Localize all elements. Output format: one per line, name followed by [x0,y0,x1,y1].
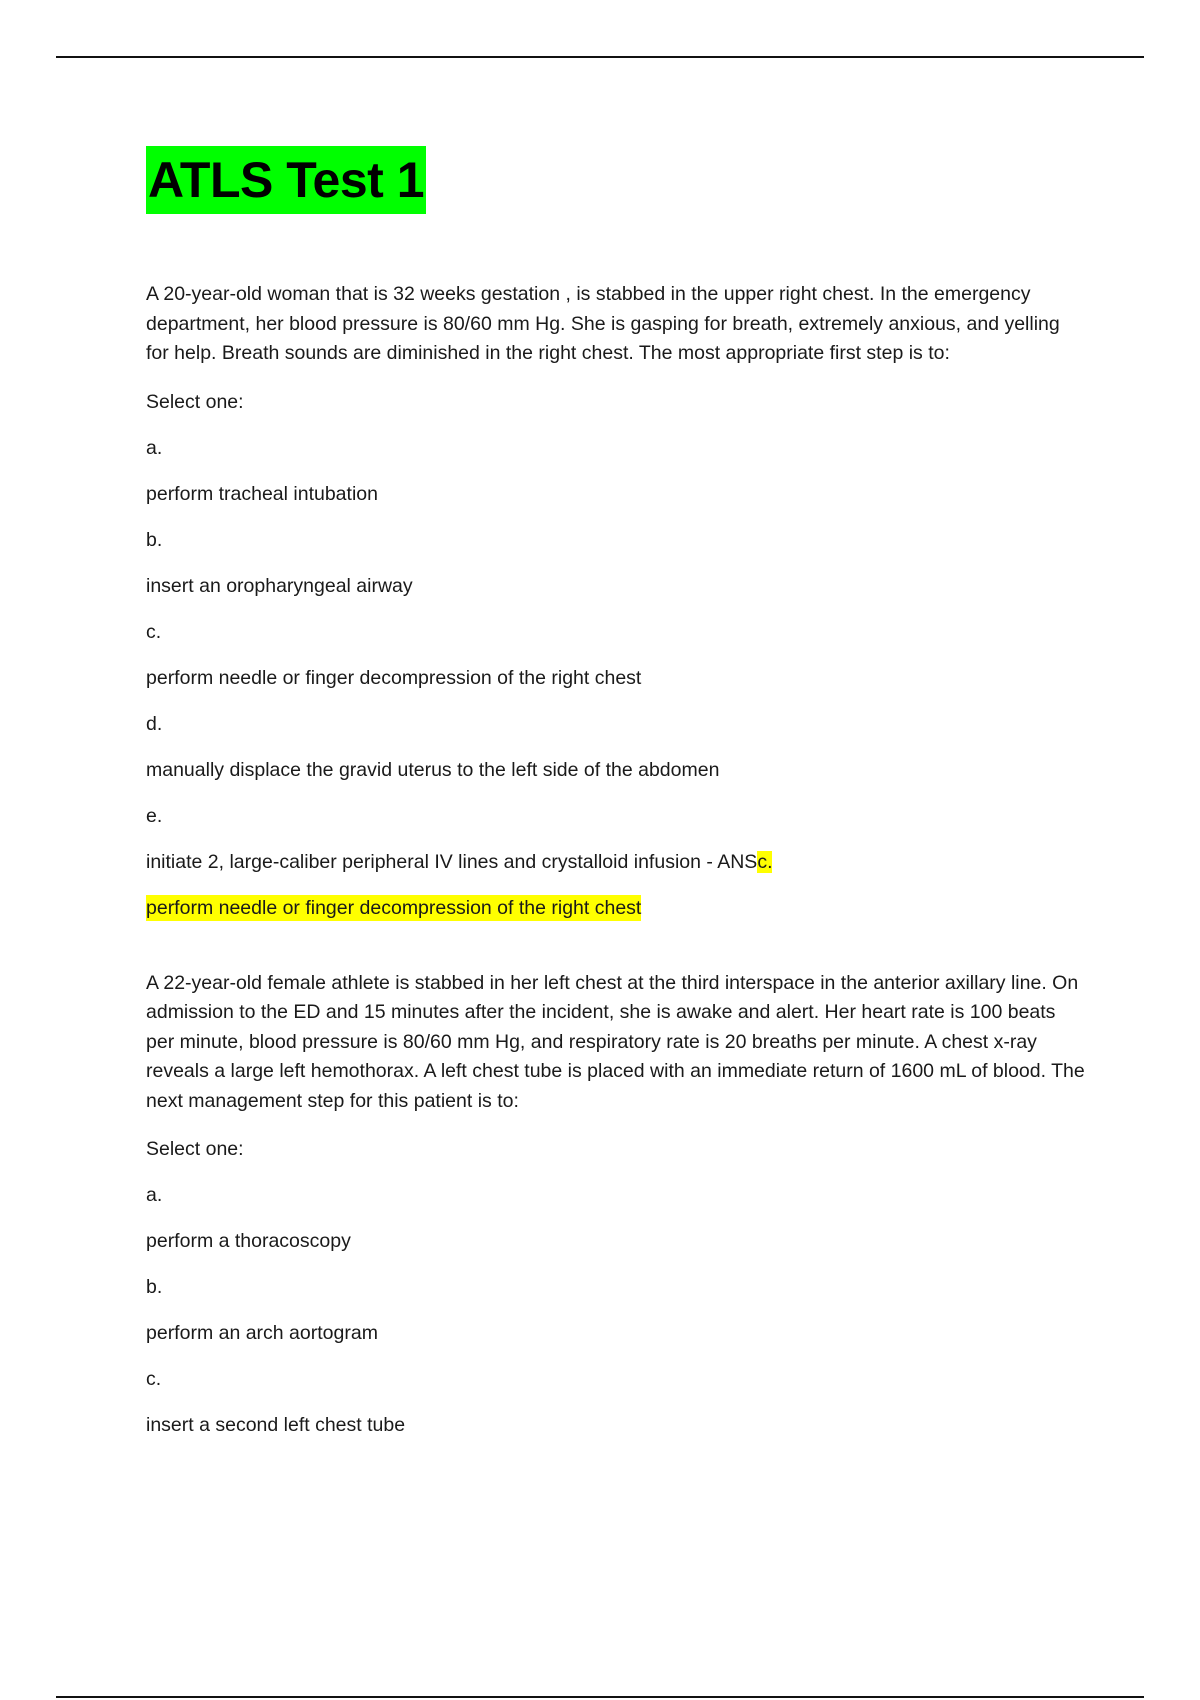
question-1-option-a-text: perform tracheal intubation [146,482,378,505]
question-2-option-c-letter: c. [146,1368,162,1390]
bottom-rule [56,1696,1144,1698]
question-2 [146,969,1086,1439]
document-title: ATLS Test 1 [146,146,426,214]
question-1 [146,280,1086,921]
question-1-option-e-text: initiate 2, large-caliber peripheral IV lines and crystalloid infusion - ANS [146,850,758,873]
question-1-prompt: Select one: [146,390,244,413]
question-1-option-d-text: manually displace the gravid uterus to the left side of the abdomen [146,758,720,781]
question-1-option-d-letter: d. [146,712,163,735]
question-2-prompt: Select one: [146,1138,244,1160]
top-rule [56,56,1144,58]
question-2-option-c-text: insert a second left chest tube [146,1414,406,1436]
question-1-option-e-line [146,849,1086,875]
question-1-option-e-letter: e. [146,804,163,827]
question-1-option-c-text: perform needle or finger decompression of the right chest [146,666,642,689]
question-2-option-a-letter: a. [146,1184,163,1206]
question-1-option-a-letter: a. [146,436,163,459]
question-2-option-b-letter: b. [146,1276,163,1298]
question-1-option-c-letter: c. [146,620,162,643]
question-1-option-b-text: insert an oropharyngeal airway [146,574,413,597]
question-2-stem: A 22-year-old female athlete is stabbed in her left chest at the third interspace in the anterior axillary line. On admission to the ED and 15 minutes after the incident, she is awake and alert. Her heart rate is 100 beats per minute, blood pressure is 80/60 mm Hg, and respiratory rate is 20 breaths per minute. A chest x-ray reveals a large left hemothorax. A left chest tube is placed with an immediate return of 1600 mL of blood. The next management step for this patient is to: [146,971,1085,1112]
question-1-answer-line [146,895,1086,921]
question-1-answer-letter: c. [757,850,773,873]
question-2-option-b-text: perform an arch aortogram [146,1322,378,1344]
question-1-stem: A 20-year-old woman that is 32 weeks gestation , is stabbed in the upper right chest. In the emergency department, her blood pressure is 80/60 mm Hg. She is gasping for breath, extremely anxious, and yelling for help. Breath sounds are diminished in the right chest. The most appropriate first step is to: [146,283,1060,364]
question-2-option-a-text: perform a thoracoscopy [146,1230,351,1252]
document-page [146,146,1086,1438]
question-1-option-b-letter: b. [146,528,163,551]
question-1-answer-text: perform needle or finger decompression of the right chest [146,896,642,919]
